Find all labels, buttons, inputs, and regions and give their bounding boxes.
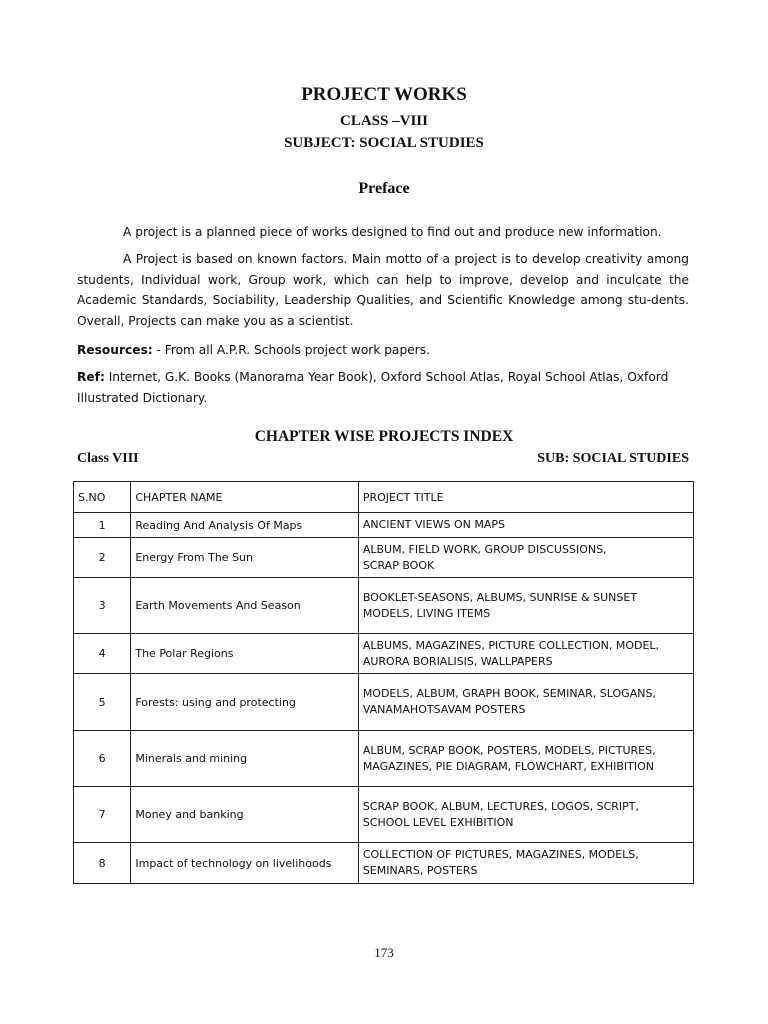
project-line: MODELS, LIVING ITEMS bbox=[362, 606, 491, 620]
project-line: SCHOOL LEVEL EXHIBITION bbox=[362, 815, 514, 829]
row-sno: 3 bbox=[74, 578, 131, 634]
row-chapter: Minerals and mining bbox=[131, 731, 358, 787]
table-row bbox=[74, 538, 694, 578]
project-line: ALBUMS, MAGAZINES, PICTURE COLLECTION, MODEL, bbox=[362, 638, 660, 652]
column-header-project: PROJECT TITLE bbox=[358, 482, 693, 513]
index-subheader bbox=[77, 451, 689, 471]
row-chapter: Impact of technology on livelihoods bbox=[131, 843, 358, 884]
row-sno: 7 bbox=[74, 787, 131, 843]
page-title: PROJECT WORKS bbox=[301, 84, 467, 105]
row-project bbox=[358, 674, 693, 731]
projects-index-table bbox=[73, 481, 694, 884]
project-line: MODELS, ALBUM, GRAPH BOOK, SEMINAR, SLOGANS, bbox=[362, 687, 656, 700]
row-sno: 8 bbox=[74, 843, 131, 884]
row-chapter: Money and banking bbox=[131, 787, 358, 843]
row-project bbox=[358, 513, 693, 538]
reference-line bbox=[77, 367, 689, 408]
project-line: MAGAZINES, PIE DIAGRAM, FLOWCHART, EXHIBITION bbox=[362, 759, 654, 773]
project-line: AURORA BORIALISIS, WALLPAPERS bbox=[362, 654, 553, 668]
row-sno: 1 bbox=[74, 513, 131, 538]
row-sno: 6 bbox=[74, 731, 131, 787]
row-project bbox=[358, 578, 693, 634]
table-row bbox=[74, 513, 694, 538]
row-chapter: The Polar Regions bbox=[131, 634, 358, 674]
index-title: CHAPTER WISE PROJECTS INDEX bbox=[254, 428, 514, 445]
project-line: BOOKLET-SEASONS, ALBUMS, SUNRISE & SUNSET bbox=[362, 590, 638, 604]
project-line: COLLECTION OF PICTURES, MAGAZINES, MODELS, bbox=[362, 848, 639, 861]
resources-text: - From all A.P.R. Schools project work papers. bbox=[152, 343, 430, 357]
row-chapter: Forests: using and protecting bbox=[131, 674, 358, 731]
reference-label: Ref: bbox=[77, 370, 105, 384]
project-line: ALBUM, FIELD WORK, GROUP DISCUSSIONS, bbox=[362, 542, 607, 556]
table-row bbox=[74, 578, 694, 634]
page-number: 173 bbox=[374, 945, 394, 960]
row-project bbox=[358, 731, 693, 787]
class-heading: CLASS –VIII bbox=[340, 113, 428, 129]
row-sno: 5 bbox=[74, 674, 131, 731]
table-row bbox=[74, 674, 694, 731]
preface-paragraph-2: A Project is based on known factors. Main motto of a project is to develop creativity among students, Individual work, Group work, which can help to improve, develop and inculcate the Academic Standards, Sociability, Leadership Qualities, and Scientific Knowledge among stu-dents. Overall, Projects can make you as a scientist. bbox=[77, 252, 689, 328]
subject-label: SUB: SOCIAL STUDIES bbox=[537, 451, 689, 466]
project-line: ANCIENT VIEWS ON MAPS bbox=[362, 518, 505, 531]
row-project bbox=[358, 787, 693, 843]
project-line: SEMINARS, POSTERS bbox=[362, 864, 478, 877]
row-project bbox=[358, 634, 693, 674]
resources-line bbox=[77, 340, 689, 361]
column-header-sno: S.NO bbox=[74, 482, 131, 513]
project-line: SCRAP BOOK bbox=[362, 558, 435, 572]
table-row bbox=[74, 634, 694, 674]
table-row bbox=[74, 731, 694, 787]
reference-text: Internet, G.K. Books (Manorama Year Book), Oxford School Atlas, Royal School Atlas, Oxford Illustrated Dictionary. bbox=[77, 370, 669, 405]
row-chapter: Energy From The Sun bbox=[131, 538, 358, 578]
project-line: VANAMAHOTSAVAM POSTERS bbox=[362, 703, 526, 716]
preface-paragraph-1: A project is a planned piece of works designed to find out and produce new information. bbox=[123, 225, 662, 239]
row-project bbox=[358, 538, 693, 578]
row-chapter: Earth Movements And Season bbox=[131, 578, 358, 634]
row-sno: 4 bbox=[74, 634, 131, 674]
project-line: ALBUM, SCRAP BOOK, POSTERS, MODELS, PICTURES, bbox=[362, 743, 656, 757]
table-row bbox=[74, 843, 694, 884]
class-label: Class VIII bbox=[77, 451, 139, 466]
row-sno: 2 bbox=[74, 538, 131, 578]
project-line: SCRAP BOOK, ALBUM, LECTURES, LOGOS, SCRIPT, bbox=[362, 799, 639, 813]
table-header-row bbox=[74, 482, 694, 513]
column-header-chapter: CHAPTER NAME bbox=[131, 482, 358, 513]
row-project bbox=[358, 843, 693, 884]
subject-heading: SUBJECT: SOCIAL STUDIES bbox=[284, 135, 484, 151]
resources-label: Resources: bbox=[77, 343, 153, 357]
row-chapter: Reading And Analysis Of Maps bbox=[131, 513, 358, 538]
table-row bbox=[74, 787, 694, 843]
preface-heading: Preface bbox=[358, 180, 410, 197]
